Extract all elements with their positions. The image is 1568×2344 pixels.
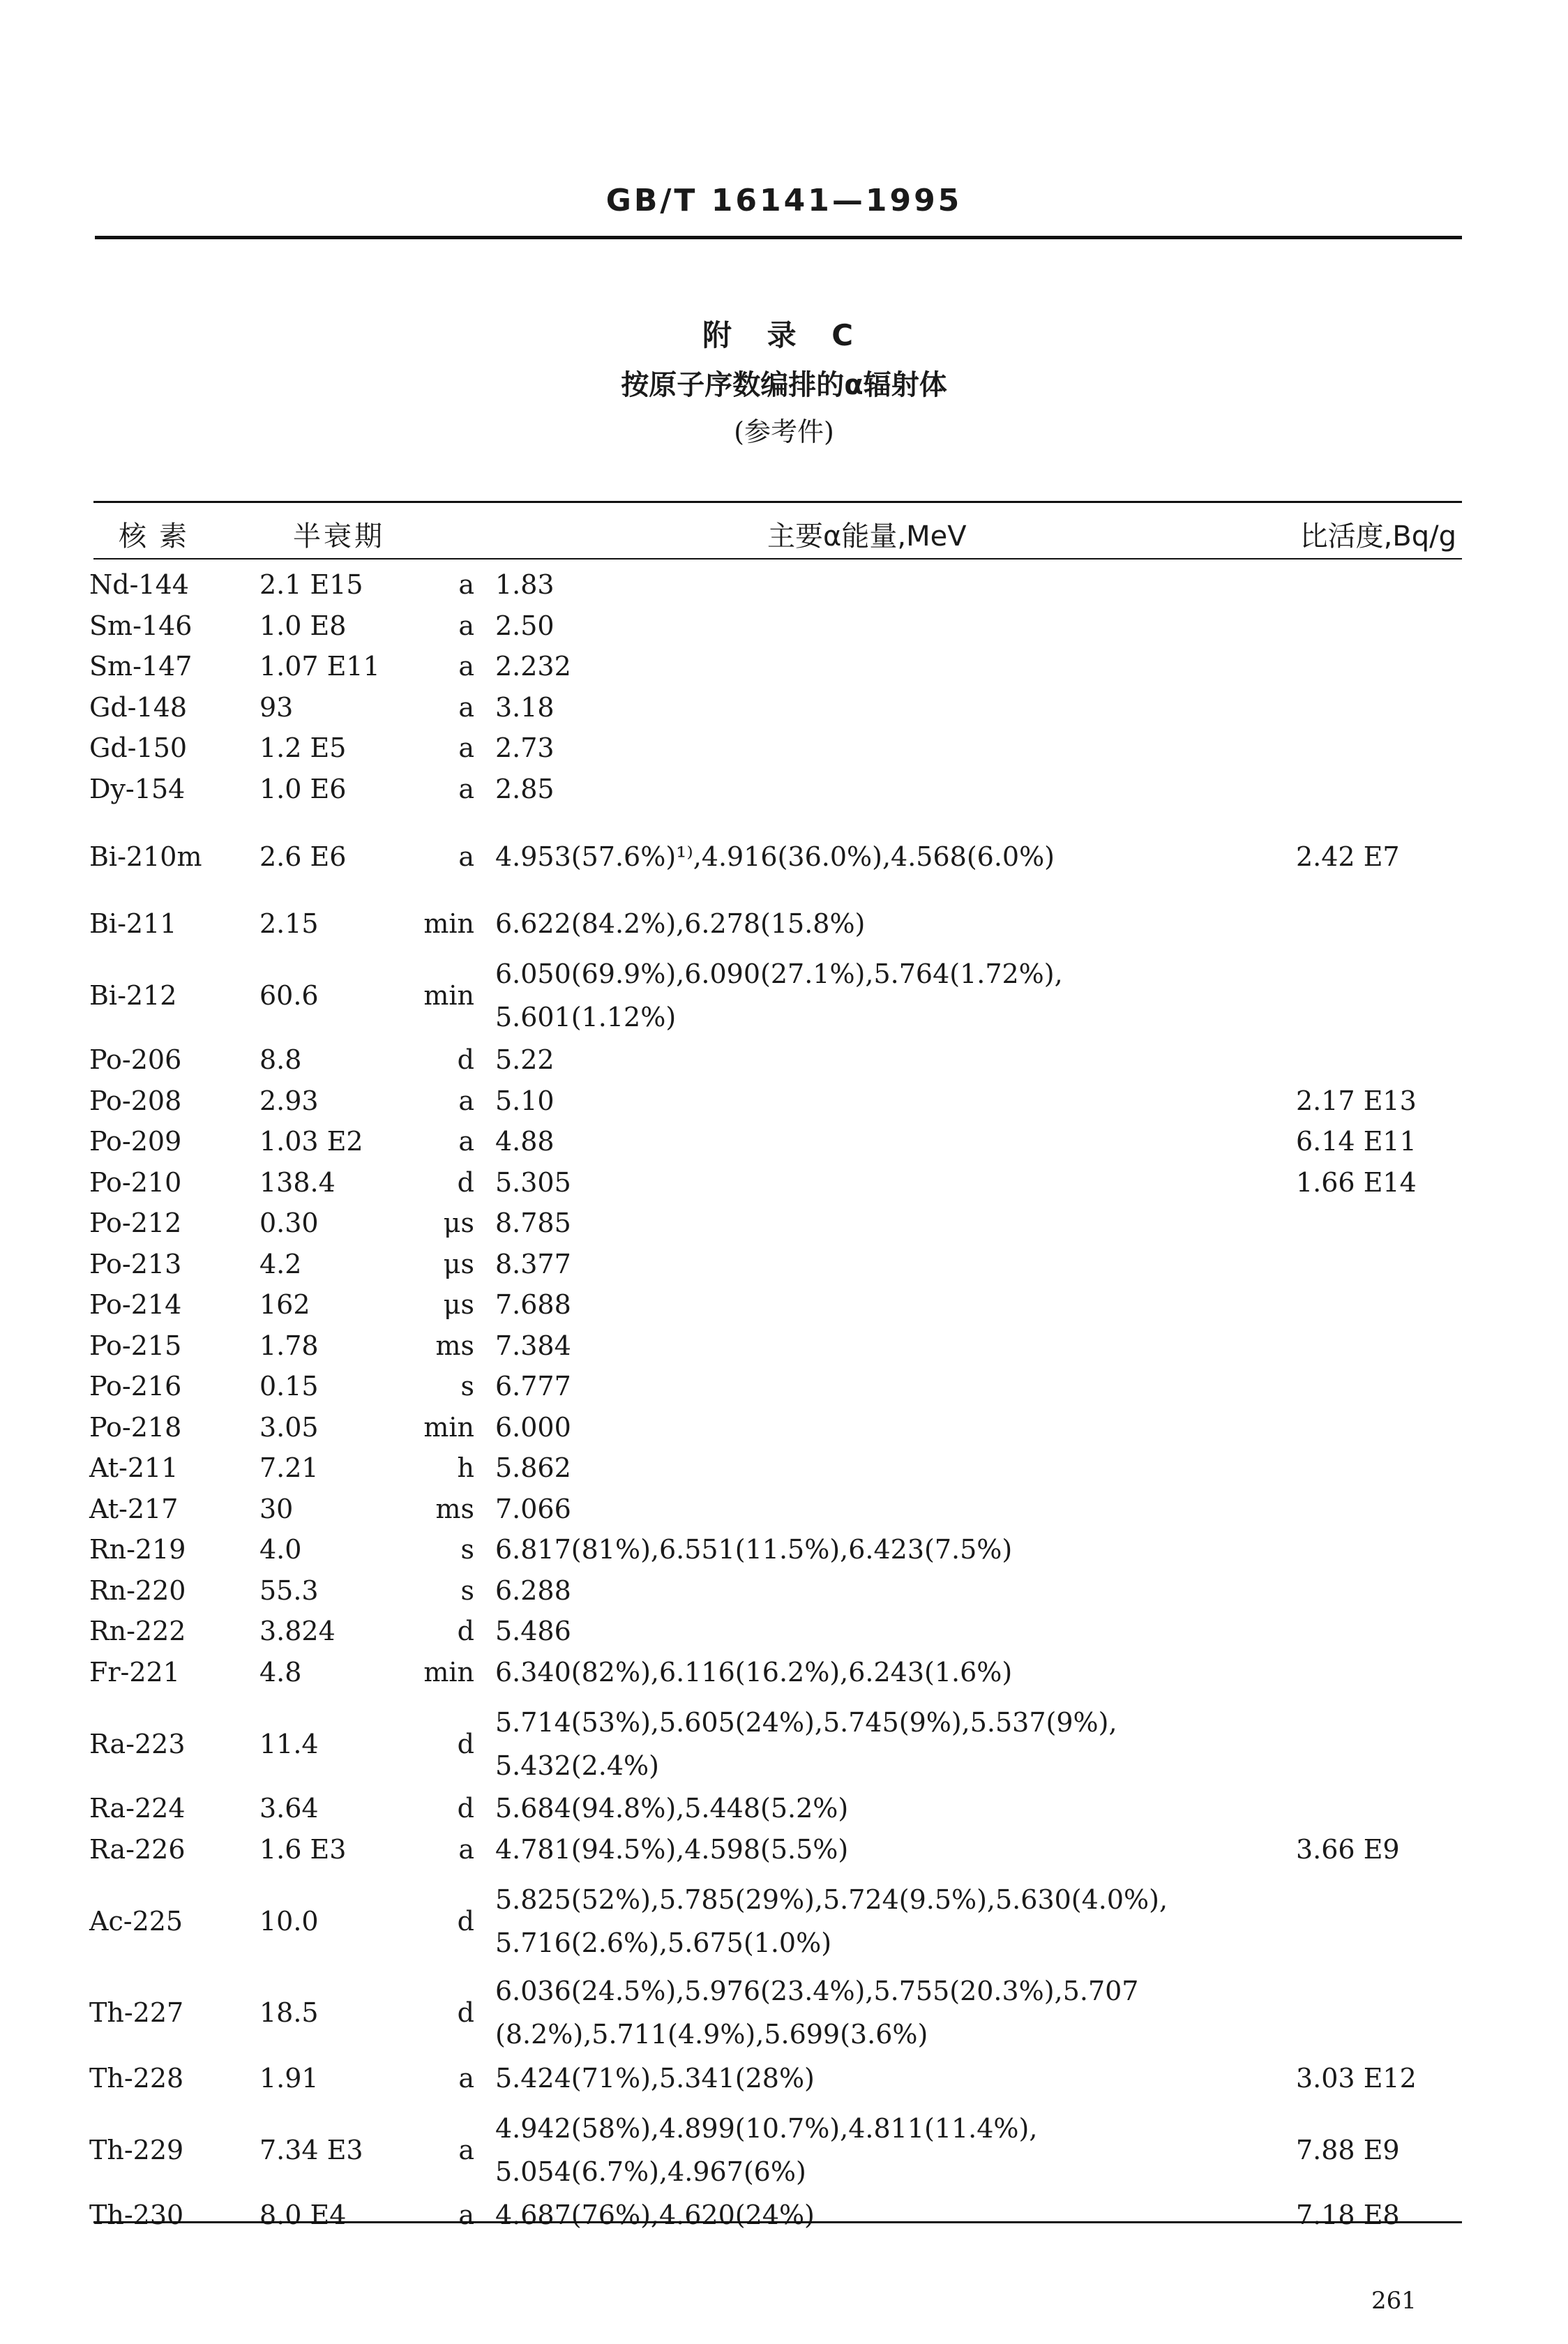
half-life-value-cell: 1.6 E3 (259, 1834, 347, 1865)
half-life-unit-cell: d (457, 1793, 474, 1824)
half-life-value-cell: 7.34 E3 (259, 2135, 363, 2165)
nuclide-cell: At-211 (89, 1452, 179, 1483)
half-life-value-cell: 11.4 (259, 1729, 319, 1759)
specific-activity-cell: 7.88 E9 (1296, 2135, 1400, 2165)
half-life-value-cell: 4.2 (259, 1249, 302, 1279)
appendix-subtitle: 按原子序数编排的α辐射体 (621, 369, 947, 401)
nuclide-cell: Ra-224 (89, 1793, 186, 1824)
standard-number-header: GB/T 16141—1995 (605, 183, 963, 218)
half-life-value-cell: 2.1 E15 (259, 569, 363, 600)
alpha-energy-cell: 7.066 (495, 1494, 571, 1524)
half-life-unit-cell: s (460, 1371, 474, 1402)
half-life-value-cell: 3.05 (259, 1412, 319, 1443)
half-life-unit-cell: ms (435, 1330, 474, 1361)
nuclide-cell: Fr-221 (89, 1657, 180, 1688)
nuclide-cell: Dy-154 (89, 774, 186, 804)
half-life-unit-cell: d (457, 1616, 474, 1646)
half-life-unit-cell: a (458, 651, 474, 682)
half-life-unit-cell: min (423, 980, 474, 1011)
half-life-unit-cell: a (458, 1834, 474, 1865)
table-bottom-rule (93, 2221, 1462, 2223)
alpha-energy-cell: 8.377 (495, 1249, 571, 1279)
appendix-title: 附 录 C (702, 318, 866, 352)
alpha-energy-cell: 7.688 (495, 1289, 571, 1320)
alpha-energy-cell: 5.054(6.7%),4.967(6%) (495, 2156, 806, 2187)
nuclide-cell: Po-218 (89, 1412, 182, 1443)
nuclide-cell: Ac-225 (89, 1906, 183, 1937)
alpha-energy-cell: 5.601(1.12%) (495, 1002, 677, 1032)
half-life-value-cell: 3.64 (259, 1793, 319, 1824)
specific-activity-cell: 3.66 E9 (1296, 1834, 1400, 1865)
alpha-energy-cell: 5.424(71%),5.341(28%) (495, 2063, 815, 2094)
half-life-unit-cell: a (458, 774, 474, 804)
half-life-unit-cell: a (458, 2135, 474, 2165)
header-rule (95, 236, 1462, 239)
nuclide-cell: Th-229 (89, 2135, 184, 2165)
half-life-value-cell: 18.5 (259, 1997, 319, 2028)
specific-activity-cell: 1.66 E14 (1296, 1167, 1417, 1198)
alpha-energy-cell: 2.73 (495, 732, 555, 763)
half-life-unit-cell: s (460, 1534, 474, 1565)
nuclide-cell: Rn-219 (89, 1534, 186, 1565)
nuclide-cell: Th-227 (89, 1997, 184, 2028)
half-life-unit-cell: h (457, 1452, 474, 1483)
alpha-energy-cell: 6.777 (495, 1371, 571, 1402)
half-life-value-cell: 8.8 (259, 1044, 302, 1075)
nuclide-cell: Po-215 (89, 1330, 182, 1361)
half-life-value-cell: 10.0 (259, 1906, 319, 1937)
nuclide-cell: Po-208 (89, 1085, 182, 1116)
half-life-unit-cell: a (458, 1085, 474, 1116)
specific-activity-cell: 6.14 E11 (1296, 1126, 1417, 1157)
half-life-value-cell: 1.0 E8 (259, 610, 347, 641)
half-life-value-cell: 2.6 E6 (259, 841, 347, 872)
alpha-energy-cell: 5.862 (495, 1452, 571, 1483)
half-life-unit-cell: min (423, 908, 474, 939)
page-number: 261 (1371, 2287, 1417, 2315)
nuclide-cell: Po-216 (89, 1371, 182, 1402)
half-life-value-cell: 1.2 E5 (259, 732, 347, 763)
nuclide-cell: Po-212 (89, 1208, 182, 1238)
half-life-unit-cell: d (457, 1167, 474, 1198)
half-life-value-cell: 2.93 (259, 1085, 319, 1116)
half-life-value-cell: 1.07 E11 (259, 651, 380, 682)
half-life-unit-cell: s (460, 1575, 474, 1606)
half-life-unit-cell: min (423, 1657, 474, 1688)
half-life-unit-cell: min (423, 1412, 474, 1443)
half-life-unit-cell: d (457, 1997, 474, 2028)
table-header-rule (93, 558, 1462, 559)
half-life-unit-cell: a (458, 841, 474, 872)
nuclide-cell: Nd-144 (89, 569, 189, 600)
half-life-unit-cell: a (458, 692, 474, 723)
nuclide-cell: Th-228 (89, 2063, 184, 2094)
half-life-unit-cell: a (458, 732, 474, 763)
nuclide-cell: Po-213 (89, 1249, 182, 1279)
alpha-energy-cell: 5.486 (495, 1616, 571, 1646)
alpha-energy-cell: 5.10 (495, 1085, 555, 1116)
alpha-energy-cell: 7.384 (495, 1330, 571, 1361)
half-life-value-cell: 4.0 (259, 1534, 302, 1565)
specific-activity-cell: 2.42 E7 (1296, 841, 1400, 872)
half-life-unit-cell: a (458, 610, 474, 641)
half-life-unit-cell: a (458, 569, 474, 600)
nuclide-cell: Bi-212 (89, 980, 177, 1011)
alpha-energy-cell: 5.825(52%),5.785(29%),5.724(9.5%),5.630(4.0%), (495, 1884, 1168, 1915)
alpha-energy-cell: 6.622(84.2%),6.278(15.8%) (495, 908, 866, 939)
half-life-value-cell: 7.21 (259, 1452, 319, 1483)
alpha-energy-cell: 5.305 (495, 1167, 571, 1198)
half-life-value-cell: 2.15 (259, 908, 319, 939)
half-life-value-cell: 8.0 E4 (259, 2200, 347, 2230)
column-header-half-life: 半衰期 (293, 520, 385, 553)
half-life-unit-cell: ms (435, 1494, 474, 1524)
column-header-specific-activity: 比活度,Bq/g (1299, 520, 1456, 553)
half-life-value-cell: 1.03 E2 (259, 1126, 363, 1157)
half-life-value-cell: 93 (259, 692, 294, 723)
half-life-unit-cell: a (458, 2063, 474, 2094)
alpha-energy-cell: 4.942(58%),4.899(10.7%),4.811(11.4%), (495, 2113, 1038, 2144)
specific-activity-cell: 3.03 E12 (1296, 2063, 1417, 2094)
nuclide-cell: Gd-148 (89, 692, 188, 723)
alpha-energy-cell: 5.714(53%),5.605(24%),5.745(9%),5.537(9%), (495, 1707, 1117, 1738)
nuclide-cell: Bi-211 (89, 908, 177, 939)
alpha-energy-cell: 2.85 (495, 774, 555, 804)
half-life-value-cell: 138.4 (259, 1167, 336, 1198)
specific-activity-cell: 7.18 E8 (1296, 2200, 1400, 2230)
half-life-unit-cell: d (457, 1906, 474, 1937)
alpha-energy-cell: 6.050(69.9%),6.090(27.1%),5.764(1.72%), (495, 959, 1063, 989)
half-life-value-cell: 0.15 (259, 1371, 319, 1402)
nuclide-cell: Po-214 (89, 1289, 182, 1320)
appendix-note: (参考件) (734, 416, 834, 447)
half-life-unit-cell: a (458, 1126, 474, 1157)
half-life-value-cell: 0.30 (259, 1208, 319, 1238)
alpha-energy-cell: 6.340(82%),6.116(16.2%),6.243(1.6%) (495, 1657, 1013, 1688)
alpha-energy-cell: (8.2%),5.711(4.9%),5.699(3.6%) (495, 2019, 928, 2050)
alpha-energy-cell: 5.684(94.8%),5.448(5.2%) (495, 1793, 849, 1824)
alpha-energy-cell: 6.036(24.5%),5.976(23.4%),5.755(20.3%),5.707 (495, 1976, 1139, 2006)
nuclide-cell: Sm-146 (89, 610, 193, 641)
alpha-energy-cell: 3.18 (495, 692, 555, 723)
half-life-value-cell: 162 (259, 1289, 310, 1320)
alpha-energy-cell: 5.22 (495, 1044, 555, 1075)
half-life-value-cell: 4.8 (259, 1657, 302, 1688)
alpha-energy-cell: 1.83 (495, 569, 555, 600)
alpha-energy-cell: 5.716(2.6%),5.675(1.0%) (495, 1928, 832, 1958)
half-life-value-cell: 1.91 (259, 2063, 319, 2094)
half-life-unit-cell: d (457, 1729, 474, 1759)
half-life-unit-cell: μs (443, 1289, 474, 1320)
nuclide-cell: Ra-226 (89, 1834, 186, 1865)
alpha-energy-cell: 4.953(57.6%)¹⁾,4.916(36.0%),4.568(6.0%) (495, 841, 1055, 872)
alpha-energy-cell: 4.781(94.5%),4.598(5.5%) (495, 1834, 849, 1865)
half-life-unit-cell: d (457, 1044, 474, 1075)
nuclide-cell: Rn-220 (89, 1575, 186, 1606)
column-header-nuclide: 核素 (119, 520, 199, 553)
half-life-value-cell: 1.0 E6 (259, 774, 347, 804)
nuclide-cell: Ra-223 (89, 1729, 186, 1759)
half-life-value-cell: 1.78 (259, 1330, 319, 1361)
half-life-value-cell: 3.824 (259, 1616, 336, 1646)
half-life-value-cell: 60.6 (259, 980, 319, 1011)
half-life-value-cell: 55.3 (259, 1575, 319, 1606)
column-header-alpha-energy: 主要α能量,MeV (767, 520, 967, 553)
nuclide-cell: At-217 (89, 1494, 179, 1524)
nuclide-cell: Sm-147 (89, 651, 193, 682)
alpha-energy-cell: 6.817(81%),6.551(11.5%),6.423(7.5%) (495, 1534, 1013, 1565)
nuclide-cell: Rn-222 (89, 1616, 186, 1646)
table-top-rule (93, 501, 1462, 503)
half-life-unit-cell: μs (443, 1249, 474, 1279)
half-life-unit-cell: μs (443, 1208, 474, 1238)
alpha-energy-cell: 6.000 (495, 1412, 571, 1443)
alpha-energy-cell: 4.88 (495, 1126, 555, 1157)
alpha-energy-cell: 8.785 (495, 1208, 571, 1238)
alpha-energy-cell: 2.50 (495, 610, 555, 641)
alpha-energy-cell: 5.432(2.4%) (495, 1750, 659, 1781)
nuclide-cell: Gd-150 (89, 732, 188, 763)
nuclide-cell: Th-230 (89, 2200, 184, 2230)
nuclide-cell: Po-209 (89, 1126, 182, 1157)
specific-activity-cell: 2.17 E13 (1296, 1085, 1417, 1116)
nuclide-cell: Po-206 (89, 1044, 182, 1075)
alpha-energy-cell: 2.232 (495, 651, 571, 682)
nuclide-cell: Bi-210m (89, 841, 202, 872)
nuclide-cell: Po-210 (89, 1167, 182, 1198)
alpha-energy-cell: 4.687(76%),4.620(24%) (495, 2200, 815, 2230)
half-life-value-cell: 30 (259, 1494, 294, 1524)
alpha-energy-cell: 6.288 (495, 1575, 571, 1606)
half-life-unit-cell: a (458, 2200, 474, 2230)
